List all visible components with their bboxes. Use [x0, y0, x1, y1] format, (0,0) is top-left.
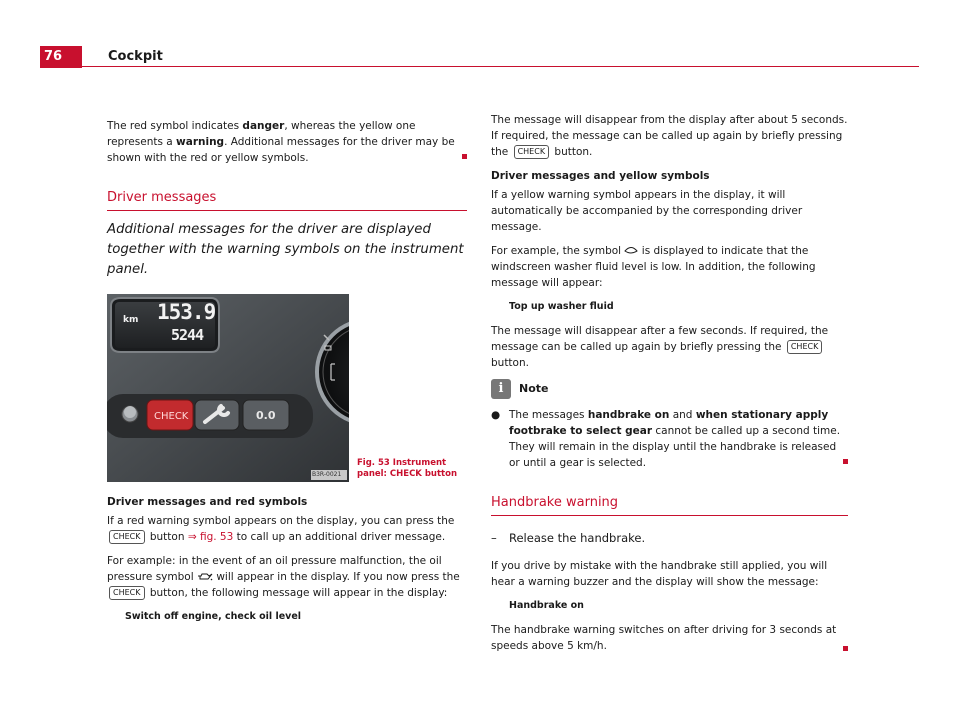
- header-rule: [82, 66, 919, 67]
- right-column: [491, 112, 848, 662]
- end-marker: [462, 154, 467, 159]
- bullet-marker: ●: [491, 409, 501, 421]
- end-marker: [843, 646, 848, 651]
- handbrake-message: Handbrake on: [509, 600, 584, 611]
- right-paragraph-1: The message will disappear from the display after about 5 seconds. If required, the message can be called up again by briefly pressing the CHECK button.: [491, 114, 848, 158]
- end-marker: [843, 459, 848, 464]
- yellow-symbols-subheading: Driver messages and yellow symbols: [491, 170, 710, 182]
- check-key: CHECK: [109, 530, 145, 544]
- oil-pressure-icon: [197, 572, 213, 581]
- display-unit: km: [123, 315, 139, 325]
- check-key: CHECK: [787, 340, 823, 354]
- figure-53: [107, 294, 467, 484]
- handbrake-warning-heading: Handbrake warning: [491, 495, 848, 516]
- yellow-symbols-paragraph-2: For example, the symbol is displayed to indicate that the windscreen washer fluid level is low. In addition, the following message will appear:: [491, 245, 816, 289]
- note-header: [491, 379, 848, 399]
- left-column: [107, 118, 467, 633]
- image-code: B3R-0021: [312, 471, 342, 478]
- red-symbols-subheading: Driver messages and red symbols: [107, 496, 308, 508]
- page-number: 76: [40, 46, 82, 68]
- yellow-symbols-paragraph-1: If a yellow warning symbol appears in the display, it will automatically be accompanied by the corresponding driver message.: [491, 189, 803, 233]
- figure-caption: Fig. 53 Instrument panel: CHECK button: [357, 458, 458, 479]
- section-title: Cockpit: [108, 49, 163, 64]
- check-key: CHECK: [109, 586, 145, 600]
- display-value-trip: 153.9: [157, 300, 216, 324]
- washer-fluid-icon: [624, 246, 638, 254]
- handbrake-paragraph-1: If you drive by mistake with the handbrake still applied, you will hear a warning buzzer and the display will show the message:: [491, 560, 828, 588]
- check-key: CHECK: [514, 145, 550, 159]
- display-value-odometer: 5244: [171, 326, 204, 344]
- red-symbols-paragraph-2: For example: in the event of an oil pressure malfunction, the oil pressure symbol will appear in the display. If you now press the CHECK button, the following message will appear in the display:: [107, 555, 460, 599]
- yellow-symbols-paragraph-3: The message will disappear after a few seconds. If required, the message can be called up again by briefly pressing the CHECK button.: [491, 325, 829, 369]
- step-dash: –: [491, 531, 497, 545]
- yellow-message: Top up washer fluid: [509, 301, 614, 312]
- reset-button-label: 0.0: [256, 409, 276, 422]
- red-message: Switch off engine, check oil level: [125, 611, 302, 622]
- check-button-label: CHECK: [154, 411, 189, 422]
- note-title: Note: [519, 382, 549, 395]
- handbrake-step: – Release the handbrake.: [491, 531, 646, 545]
- instrument-panel-image: [107, 294, 349, 482]
- section-intro: Additional messages for the driver are displayed together with the warning symbols on the instrument panel.: [107, 222, 464, 277]
- note-info-icon: i: [491, 379, 511, 399]
- handbrake-paragraph-2: The handbrake warning switches on after driving for 3 seconds at speeds above 5 km/h.: [491, 622, 848, 654]
- intro-paragraph: The red symbol indicates danger, whereas the yellow one represents a warning. Additional messages for the driver may be shown with the red or yellow symbols.: [107, 118, 467, 166]
- note-bullet-item: ● The messages handbrake on and when stationary apply footbrake to select gear cannot be called up a second time. They will remain in the display until the handbrake is released or until a gear is selected.: [491, 407, 848, 471]
- driver-messages-heading: Driver messages: [107, 190, 467, 211]
- figure-link[interactable]: ⇒ fig. 53: [187, 531, 234, 543]
- red-symbols-paragraph-1: If a red warning symbol appears on the display, you can press the CHECK button ⇒ fig. 53 to call up an additional driver message.: [107, 515, 455, 543]
